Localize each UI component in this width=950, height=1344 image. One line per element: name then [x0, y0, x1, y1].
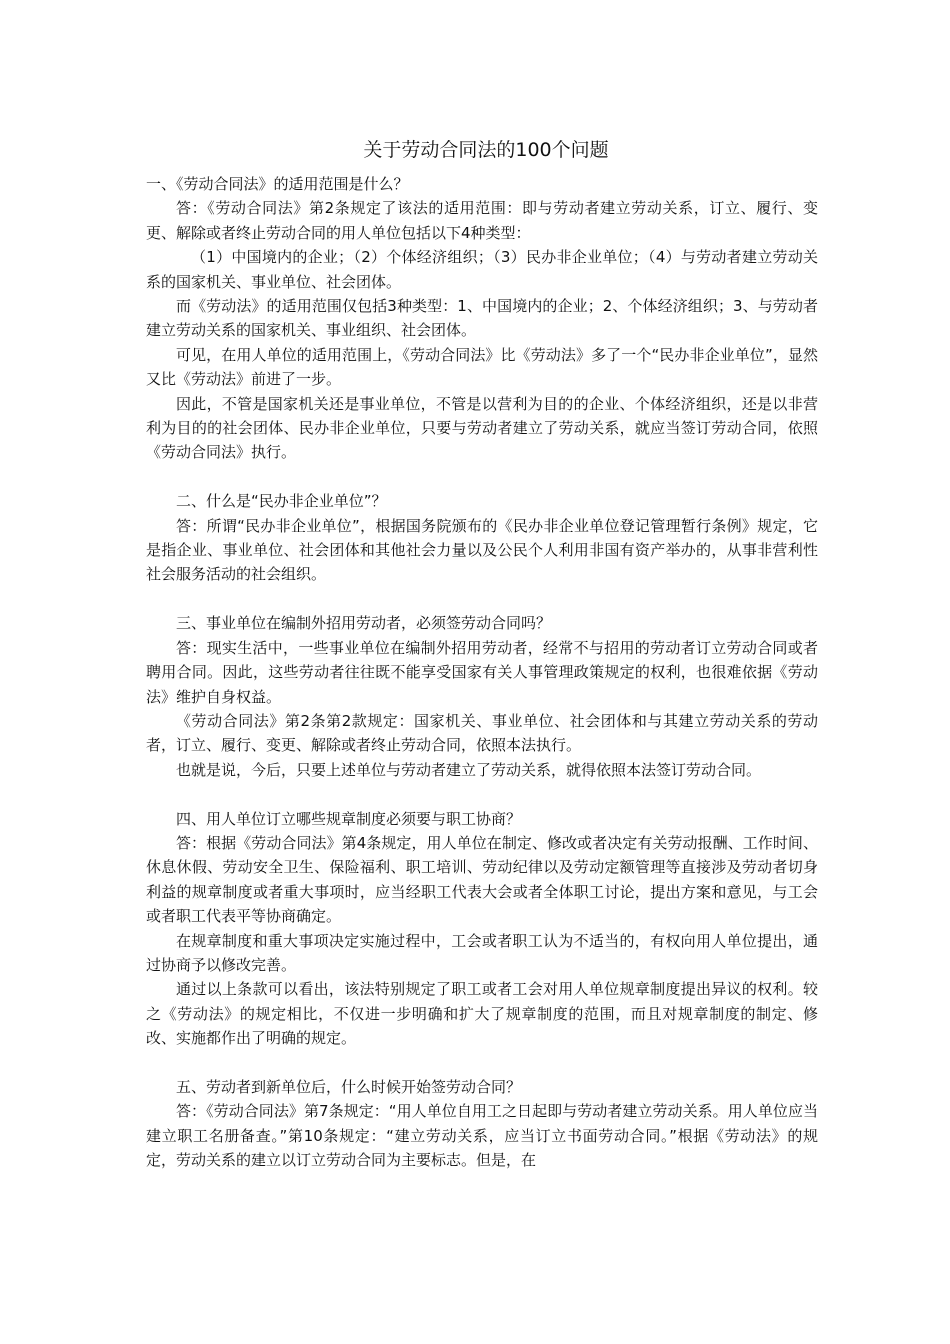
document-title: 关于劳动合同法的100个问题 — [363, 139, 609, 161]
section-2 — [146, 489, 818, 587]
section-heading: 四、用人单位订立哪些规章制度必须要与职工协商？ — [176, 809, 522, 828]
paragraph: 答：《劳动合同法》第7条规定：“用人单位自用工之日起即与劳动者建立劳动关系。用人单位应当建立职工名册备查。”第10条规定：“建立劳动关系，应当订立书面劳动合同。”根据《劳动法》的规定，劳动关系的建立以订立劳动合同为主要标志。但是，在 — [146, 1102, 818, 1170]
paragraph: 通过以上条款可以看出，该法特别规定了职工或者工会对用人单位规章制度提出异议的权利。较之《劳动法》的规定相比，不仅进一步明确和扩大了规章制度的范围，而且对规章制度的制定、修改、实施都作出了明确的规定。 — [146, 980, 818, 1048]
paragraph: 在规章制度和重大事项决定实施过程中，工会或者职工认为不适当的，有权向用人单位提出，通过协商予以修改完善。 — [146, 931, 818, 974]
paragraph: 可见，在用人单位的适用范围上，《劳动合同法》比《劳动法》多了一个“民办非企业单位”，显然又比《劳动法》前进了一步。 — [146, 345, 818, 389]
paragraph: 答：根据《劳动合同法》第4条规定，用人单位在制定、修改或者决定有关劳动报酬、工作时间、休息休假、劳动安全卫生、保险福利、职工培训、劳动纪律以及劳动定额管理等直接涉及劳动者切身利益的规章制度或者重大事项时，应当经职工代表大会或者全体职工讨论，提出方案和意见，与工会或者职工代表平等协商确定。 — [146, 833, 818, 926]
paragraph: 《劳动合同法》第2条第2款规定：国家机关、事业单位、社会团体和与其建立劳动关系的劳动者，订立、履行、变更、解除或者终止劳动合同，依照本法执行。 — [146, 711, 818, 755]
section-5 — [146, 1075, 818, 1173]
section-3 — [146, 611, 818, 782]
paragraph: （1）中国境内的企业；（2）个体经济组织；（3）民办非企业单位；（4）与劳动者建立劳动关系的国家机关、事业单位、社会团体。 — [146, 248, 818, 291]
paragraph: 而《劳动法》的适用范围仅包括3种类型：1、中国境内的企业；2、个体经济组织；3、与劳动者建立劳动关系的国家机关、事业组织、社会团体。 — [146, 297, 818, 340]
paragraph: 答：《劳动合同法》第2条规定了该法的适用范围：即与劳动者建立劳动关系，订立、履行、变更、解除或者终止劳动合同的用人单位包括以下4种类型： — [146, 199, 818, 242]
paragraph: 答：所谓“民办非企业单位”，根据国务院颁布的《民办非企业单位登记管理暂行条例》规定，它是指企业、事业单位、社会团体和其他社会力量以及公民个人利用非国有资产举办的，从事非营利性社会服务活动的社会组织。 — [146, 516, 818, 584]
paragraph: 答：现实生活中，一些事业单位在编制外招用劳动者，经常不与招用的劳动者订立劳动合同或者聘用合同。因此，这些劳动者往往既不能享受国家有关人事管理政策规定的权利，也很难依据《劳动法》维护自身权益。 — [146, 638, 818, 706]
paragraph: 也就是说，今后，只要上述单位与劳动者建立了劳动关系，就得依照本法签订劳动合同。 — [176, 760, 762, 779]
section-heading: 五、劳动者到新单位后，什么时候开始签劳动合同？ — [176, 1077, 522, 1096]
section-1 — [146, 172, 818, 465]
section-heading: 三、事业单位在编制外招用劳动者，必须签劳动合同吗？ — [176, 614, 552, 633]
document-page — [146, 136, 818, 1173]
section-heading: 二、什么是“民办非企业单位”？ — [176, 492, 387, 511]
section-heading: 一、《劳动合同法》的适用范围是什么？ — [146, 175, 409, 193]
section-4 — [146, 807, 818, 1051]
paragraph: 因此，不管是国家机关还是事业单位，不管是以营利为目的的企业、个体经济组织，还是以非营利为目的的社会团体、民办非企业单位，只要与劳动者建立了劳动关系，就应当签订劳动合同，依照《劳动合同法》执行。 — [146, 394, 818, 462]
